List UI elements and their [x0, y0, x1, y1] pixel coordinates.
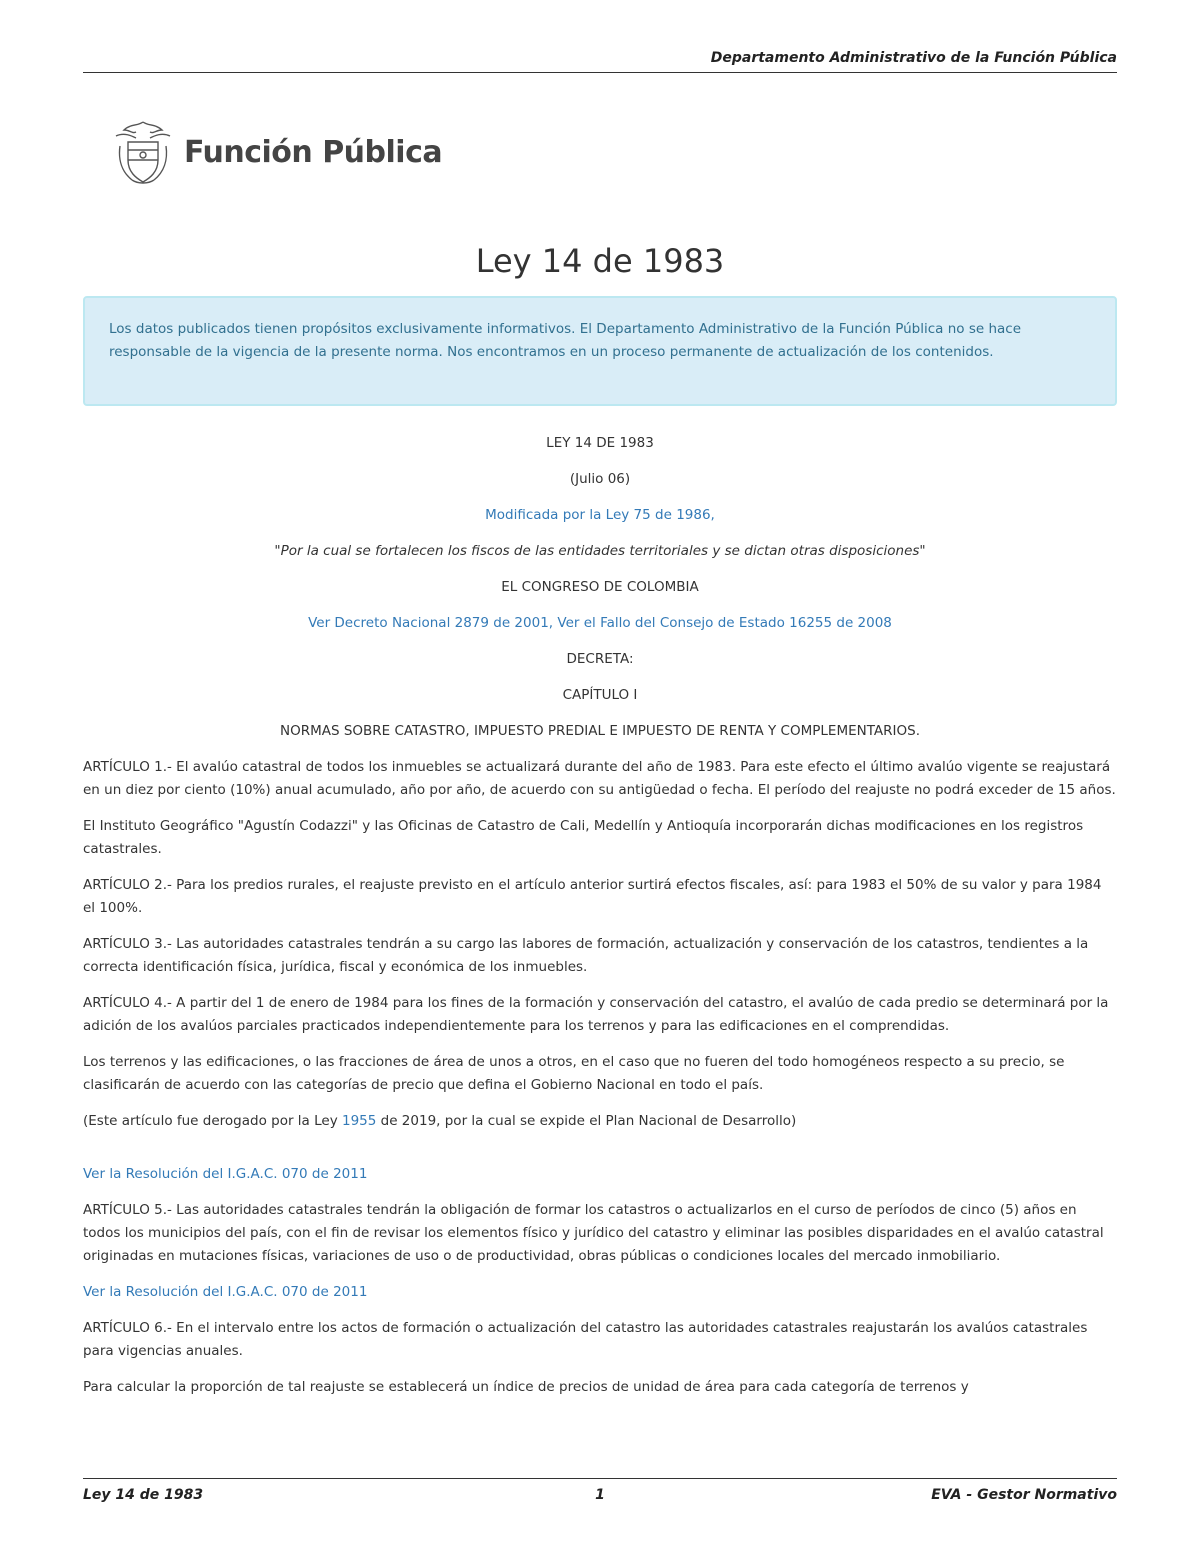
resolution-paragraph-1: [83, 1163, 1117, 1186]
footer-system: EVA - Gestor Normativo: [931, 1487, 1117, 1503]
law-date: (Julio 06): [569, 471, 631, 487]
law-content: [83, 432, 1117, 1412]
link-separator: ,: [548, 615, 558, 631]
related-links: [83, 612, 1117, 635]
ley-1955-link[interactable]: 1955: [341, 1113, 377, 1129]
disclaimer-notice: Los datos publicados tienen propósitos exclusivamente informativos. El Departamento Administrativo de la Función Pública no se hace responsable de la vigencia de la presente norma. Nos encontramos en un proceso permanente de actualización de los contenidos.: [83, 296, 1117, 406]
coat-of-arms-icon: [110, 116, 176, 188]
page-title: Ley 14 de 1983: [475, 242, 725, 280]
article-5: ARTÍCULO 5.- Las autoridades catastrales tendrán la obligación de formar los catastros o actualizarlos en el curso de períodos de cinco (5) años en todos los municipios del país, con el fin de revisar los elementos físico y jurídico del catastro y eliminar las posibles disparidades en el avalúo catastral originadas en mutaciones físicas, variaciones de uso o de productividad, obras públicas o condiciones locales del mercado inmobiliario.: [83, 1202, 1104, 1264]
article-4-paragraph: Los terrenos y las edificaciones, o las fracciones de área de unos a otros, en el caso que no fueren del todo homogéneos respecto a su precio, se clasificarán de acuerdo con las categorías de precio que defina el Gobierno Nacional en todo el país.: [83, 1054, 1065, 1093]
logo: [110, 116, 442, 188]
resolution-link-1[interactable]: Ver la Resolución del I.G.A.C. 070 de 2011: [83, 1166, 368, 1182]
footer-page-number: 1: [595, 1487, 605, 1503]
article-1: ARTÍCULO 1.- El avalúo catastral de todos los inmuebles se actualizará durante del año de 1983. Para este efecto el último avalúo vigente se reajustará en un diez por ciento (10%) anual acumulado, año por año, de acuerdo con su antigüedad o fecha. El período del reajuste no podrá exceder de 15 años.: [83, 759, 1116, 798]
article-3: ARTÍCULO 3.- Las autoridades catastrales tendrán a su cargo las labores de formación, actualización y conservación de los catastros, tendientes a la correcta identificación física, jurídica, fiscal y económica de los inmuebles.: [83, 936, 1089, 975]
article-4-note: [83, 1110, 1117, 1133]
page-header: [83, 50, 1117, 73]
modified-paragraph: [83, 504, 1117, 527]
chapter-title: NORMAS SOBRE CATASTRO, IMPUESTO PREDIAL E IMPUESTO DE RENTA Y COMPLEMENTARIOS.: [279, 723, 921, 739]
decreto-link[interactable]: Ver Decreto Nacional 2879 de 2001: [308, 615, 549, 631]
article-4-note-post: de 2019, por la cual se expide el Plan Nacional de Desarrollo): [376, 1113, 797, 1129]
decreta-line: DECRETA:: [566, 651, 634, 667]
article-4-note-pre: (Este artículo fue derogado por la Ley: [83, 1113, 342, 1129]
fallo-link[interactable]: Ver el Fallo del Consejo de Estado 16255 de 2008: [557, 615, 892, 631]
footer-law: Ley 14 de 1983: [83, 1487, 204, 1503]
resolution-paragraph-2: [83, 1281, 1117, 1304]
resolution-link-2[interactable]: Ver la Resolución del I.G.A.C. 070 de 2011: [83, 1284, 368, 1300]
chapter-number: CAPÍTULO I: [562, 687, 638, 703]
modified-by-link[interactable]: Modificada por la Ley 75 de 1986,: [485, 507, 715, 523]
page-footer: [83, 1478, 1117, 1519]
law-heading: LEY 14 DE 1983: [546, 435, 654, 451]
congress-line: EL CONGRESO DE COLOMBIA: [501, 579, 699, 595]
article-1-paragraph: El Instituto Geográfico "Agustín Codazzi" y las Oficinas de Catastro de Cali, Medellín y Antioquía incorporarán dichas modificaciones en los registros catastrales.: [83, 818, 1084, 857]
header-org: Departamento Administrativo de la Función Pública: [710, 50, 1117, 66]
article-6-paragraph: Para calcular la proporción de tal reajuste se establecerá un índice de precios de unidad de área para cada categoría de terrenos y: [83, 1379, 969, 1395]
article-6: ARTÍCULO 6.- En el intervalo entre los actos de formación o actualización del catastro las autoridades catastrales reajustarán los avalúos catastrales para vigencias anuales.: [83, 1320, 1088, 1359]
article-2: ARTÍCULO 2.- Para los predios rurales, el reajuste previsto en el artículo anterior surtirá efectos fiscales, así: para 1983 el 50% de su valor y para 1984 el 100%.: [83, 877, 1102, 916]
logo-text: Función Pública: [184, 134, 443, 170]
article-4: ARTÍCULO 4.- A partir del 1 de enero de 1984 para los fines de la formación y conservación del catastro, el avalúo de cada predio se determinará por la adición de los avalúos parciales practicados independientemente para los terrenos y para las edificaciones en el comprendidas.: [83, 995, 1109, 1034]
law-subtitle: "Por la cual se fortalecen los fiscos de las entidades territoriales y se dictan otras disposiciones": [274, 543, 926, 559]
